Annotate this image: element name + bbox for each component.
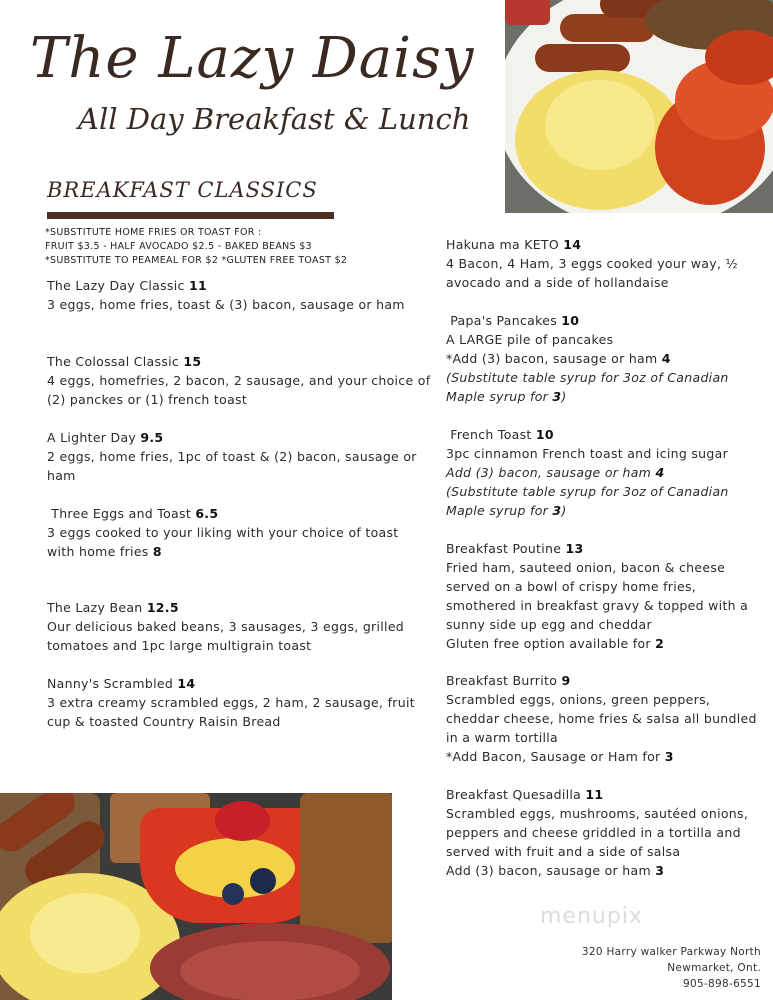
item-name: Breakfast Burrito (446, 673, 558, 688)
item-price: 10 (535, 427, 554, 442)
breakfast-spread-photo (0, 793, 392, 1000)
substitution-note: FRUIT $3.5 - HALF AVOCADO $2.5 - BAKED BEANS $3 (45, 241, 312, 252)
item-addon-price: 4 (655, 465, 665, 480)
item-description: 4 Bacon, 4 Ham, 3 eggs cooked your way, ½ avocado and a side of hollandaise (446, 256, 738, 290)
item-description: Our delicious baked beans, 3 sausages, 3 eggs, grilled tomatoes and 1pc large multigrain toast (47, 619, 405, 653)
item-price: 11 (188, 278, 207, 293)
menu-item (446, 671, 758, 766)
item-name: The Lazy Bean (47, 600, 143, 615)
section-divider (47, 212, 334, 219)
menu-item (47, 598, 432, 655)
item-description: 3 extra creamy scrambled eggs, 2 ham, 2 sausage, fruit cup & toasted Country Raisin Bread (47, 695, 415, 729)
item-price: 14 (177, 676, 196, 691)
item-name: Breakfast Quesadilla (446, 787, 582, 802)
item-description: 4 eggs, homefries, 2 bacon, 2 sausage, and your choice of (2) panckes or (1) french toast (47, 373, 431, 407)
item-description: A LARGE pile of pancakes (446, 332, 614, 347)
item-description: 3 eggs cooked to your liking with your choice of toast (47, 525, 399, 540)
item-description: Scrambled eggs, onions, green peppers, cheddar cheese, home fries & salsa all bundled in a warm tortilla (446, 692, 757, 745)
item-price: 15 (183, 354, 202, 369)
item-price: 6.5 (195, 506, 219, 521)
item-addon: *Add (3) bacon, sausage or ham (446, 351, 658, 366)
restaurant-title: The Lazy Daisy (30, 26, 475, 91)
item-name: The Lazy Day Classic (47, 278, 185, 293)
item-name: The Colossal Classic (47, 354, 180, 369)
item-substitution-end: ) (561, 389, 567, 404)
item-name: Breakfast Poutine (446, 541, 562, 556)
menu-item (47, 276, 432, 314)
item-name: Three Eggs and Toast (47, 506, 192, 521)
item-price: 14 (563, 237, 582, 252)
menu-item (47, 674, 432, 731)
substitution-note: *SUBSTITUTE HOME FRIES OR TOAST FOR : (45, 227, 262, 238)
substitution-note: *SUBSTITUTE TO PEAMEAL FOR $2 *GLUTEN FREE TOAST $2 (45, 255, 348, 266)
address-block (582, 944, 761, 992)
item-price: 10 (561, 313, 580, 328)
item-description: Scrambled eggs, mushrooms, sautéed onions, peppers and cheese griddled in a tortilla and served with fruit and a side of salsa (446, 806, 749, 859)
address-city: Newmarket, Ont. (667, 962, 761, 974)
menupix-watermark: menupix (540, 904, 643, 929)
item-name: French Toast (446, 427, 532, 442)
item-substitution: (Substitute table syrup for 3oz of Canadian Maple syrup for (446, 370, 729, 404)
restaurant-subtitle: All Day Breakfast & Lunch (78, 102, 471, 136)
menu-item (446, 235, 758, 292)
menu-item (446, 425, 758, 520)
item-substitution-end: ) (561, 503, 567, 518)
item-substitution-price: 3 (552, 503, 562, 518)
menu-item (47, 504, 432, 561)
item-description: 2 eggs, home fries, 1pc of toast & (2) bacon, sausage or ham (47, 449, 417, 483)
item-description: Fried ham, sauteed onion, bacon & cheese served on a bowl of crispy home fries, smothered in breakfast gravy & topped with a sunny side up egg and cheddar (446, 560, 749, 632)
item-price: 13 (565, 541, 584, 556)
item-extra: with home fries (47, 544, 149, 559)
item-description: 3 eggs, home fries, toast & (3) bacon, sausage or ham (47, 297, 405, 312)
item-name: A Lighter Day (47, 430, 137, 445)
menu-item (446, 311, 758, 406)
menu-item (47, 352, 432, 409)
menu-item (446, 785, 758, 880)
item-description: 3pc cinnamon French toast and icing sugar (446, 446, 729, 461)
item-extra-price: 8 (152, 544, 162, 559)
item-price: 9.5 (140, 430, 164, 445)
item-substitution-price: 3 (552, 389, 562, 404)
menu-item (446, 539, 758, 653)
item-substitution: (Substitute table syrup for 3oz of Canadian Maple syrup for (446, 484, 729, 518)
phone-number: 905-898-6551 (683, 978, 761, 990)
item-price: 9 (561, 673, 571, 688)
item-name: Nanny's Scrambled (47, 676, 174, 691)
item-gluten-free-price: 2 (655, 636, 665, 651)
address-street: 320 Harry walker Parkway North (581, 946, 761, 958)
item-name: Papa's Pancakes (446, 313, 558, 328)
item-addon-price: 3 (664, 749, 674, 764)
item-addon: Add (3) bacon, sausage or ham (446, 465, 652, 480)
item-gluten-free: Gluten free option available for (446, 636, 651, 651)
item-addon-price: 4 (661, 351, 671, 366)
section-title: BREAKFAST CLASSICS (47, 178, 318, 202)
breakfast-plate-photo (505, 0, 773, 213)
item-price: 12.5 (146, 600, 179, 615)
menu-item (47, 428, 432, 485)
item-price: 11 (585, 787, 604, 802)
item-name: Hakuna ma KETO (446, 237, 559, 252)
item-addon-price: 3 (655, 863, 665, 878)
item-addon: *Add Bacon, Sausage or Ham for (446, 749, 661, 764)
item-addon: Add (3) bacon, sausage or ham (446, 863, 651, 878)
